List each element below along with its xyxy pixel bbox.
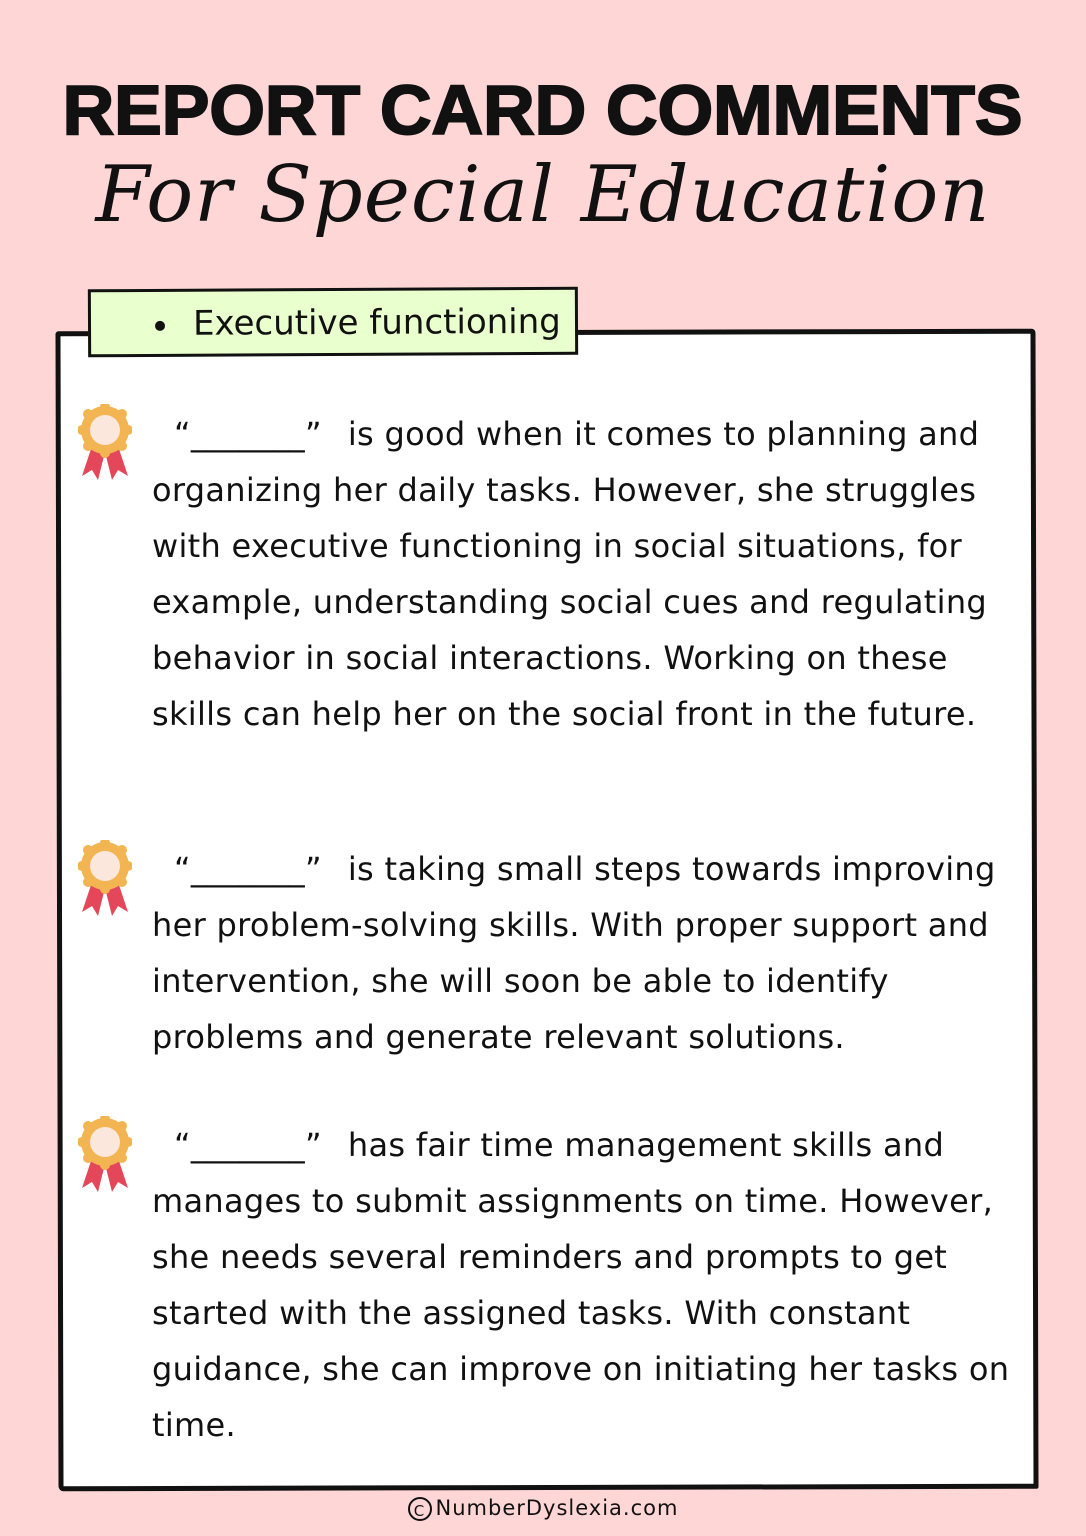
section-tab [88,287,578,358]
bullet-dot [155,321,165,331]
comment-text: is taking small steps towards improving her problem-solving skills. With proper support and intervention, she will soon be able to identify problems and generate relevant solutions. [152,850,996,1056]
page-subtitle: For Special Education [95,150,991,240]
award-ribbon-icon [78,1116,132,1196]
student-name-blank: “_______” [174,415,322,453]
award-ribbon-icon [78,840,132,920]
comment-text: has fair time management skills and manages to submit assignments on time. However, she needs several reminders and prompts to get started with the assigned tasks. With constant guidance, she can improve on initiating her tasks on time. [152,1126,1010,1444]
page-title: REPORT CARD COMMENTS [63,71,1023,149]
copyright-icon: C [408,1497,432,1521]
footer-site-link[interactable]: NumberDyslexia.com [435,1496,679,1520]
comment-2 [152,841,1012,1065]
comment-1 [152,406,1012,742]
section-label: Executive functioning [192,301,561,344]
award-ribbon-icon [78,404,132,484]
student-name-blank: “_______” [174,1126,322,1164]
comment-text: is good when it comes to planning and organizing her daily tasks. However, she struggles with executive functioning in social situations, for example, understanding social cues and regulating behavior in social interactions. Working on these skills can help her on the social front in the future. [152,415,988,733]
footer [0,1496,1086,1521]
student-name-blank: “_______” [174,850,322,888]
comment-3 [152,1117,1012,1453]
